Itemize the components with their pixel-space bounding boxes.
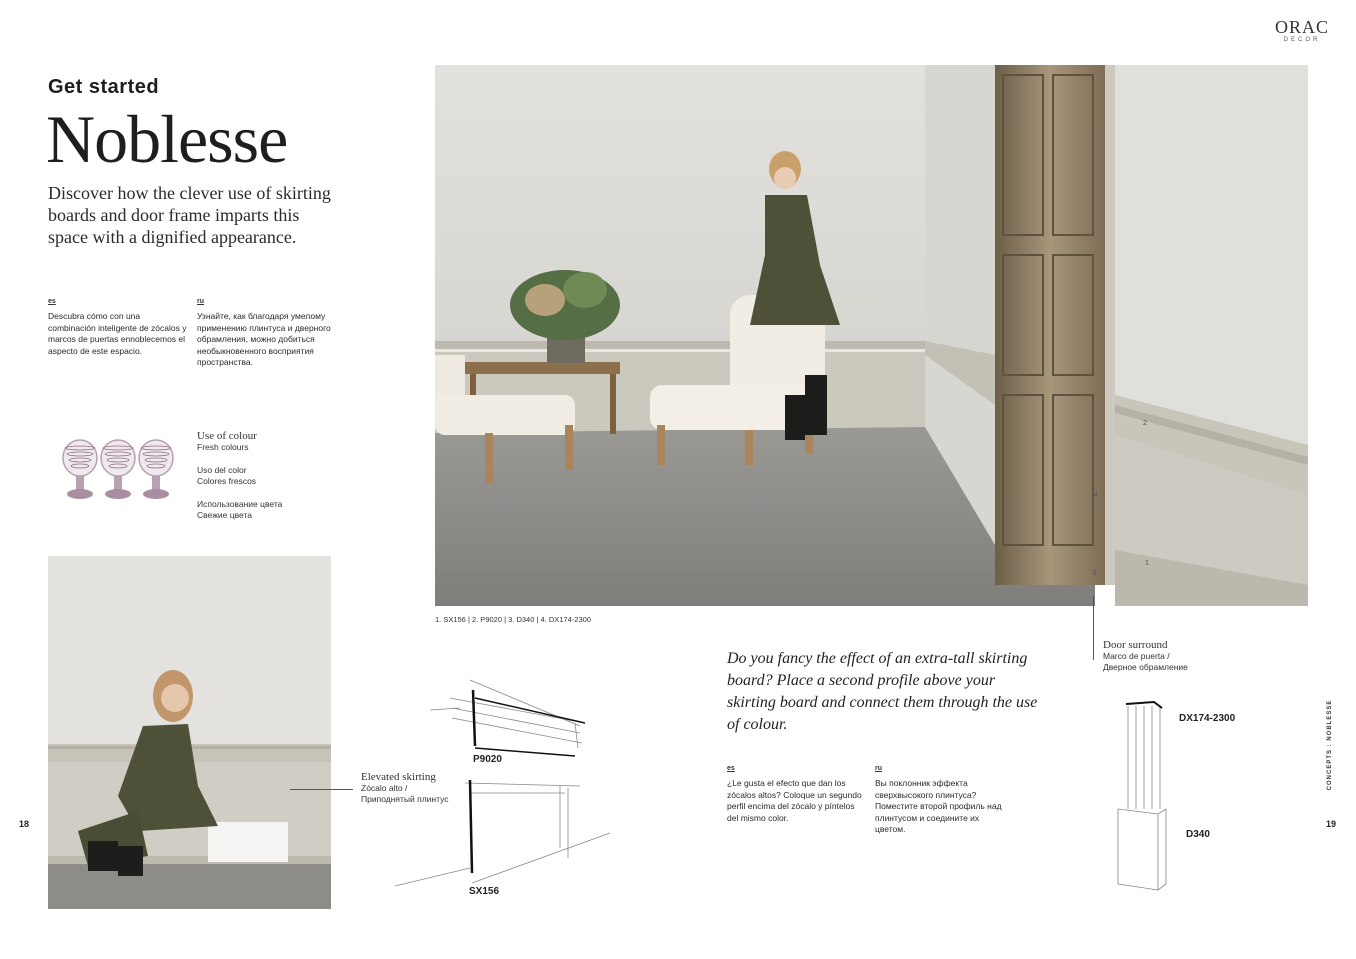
elevated-sub2: Приподнятый плинтус <box>361 794 449 804</box>
wine-glasses-illustration <box>60 438 180 504</box>
quote-es-text: ¿Le gusta el efecto que dan los zócalos altos? Coloque un segundo perfil encima del zócalo y píntelos del mismo color. <box>727 778 862 823</box>
translation-es <box>48 298 188 357</box>
door-frame-sketch-svg <box>1110 694 1190 894</box>
quote-translation-ru <box>875 765 1010 836</box>
lang-tag-es: es <box>48 298 56 305</box>
quote-lang-es: es <box>727 765 735 772</box>
door-frame-sketch <box>1110 694 1190 894</box>
door-leader-line <box>1093 596 1094 660</box>
page-title: Noblesse <box>46 101 288 177</box>
door-sub1: Marco de puerta / <box>1103 651 1170 661</box>
wine-glass <box>139 440 173 499</box>
small-photo-svg <box>48 556 331 909</box>
photo-marker-1: 1 <box>1145 560 1149 567</box>
product-dx174: DX174-2300 <box>1179 713 1236 724</box>
lang-tag-ru: ru <box>197 298 204 305</box>
door-surround-label <box>1103 639 1263 673</box>
photo-caption: 1. SX156 | 2. P9020 | 3. D340 | 4. DX174-2300 <box>435 615 591 624</box>
kicker-heading: Get started <box>48 76 160 98</box>
door-title: Door surround <box>1103 639 1168 651</box>
colour-block <box>197 430 347 521</box>
glasses-svg <box>60 438 180 504</box>
main-room-photo <box>435 65 1308 606</box>
colour-es-sub: Colores frescos <box>197 476 257 486</box>
translation-es-text: Descubra cómo con una combinación inteligente de zócalos y marcos de puertas ennoblecemos el aspecto de este espacio. <box>48 311 187 356</box>
quote-translation-es <box>727 765 867 824</box>
page-number-left: 18 <box>19 819 30 829</box>
translation-ru-text: Узнайте, как благодаря умелому применению плинтуса и дверного обрамления, можно добиться необыкновенного восприятия пространства. <box>197 311 331 367</box>
colour-ru-sub: Свежие цвета <box>197 510 252 520</box>
wine-glass <box>101 440 135 499</box>
elevated-sub1: Zócalo alto / <box>361 783 408 793</box>
colour-ru-title: Использование цвета <box>197 499 283 509</box>
colour-es-title: Uso del color <box>197 465 247 475</box>
quote-text: Do you fancy the effect of an extra-tall skirting board? Place a second profile above your skirting board and connect them through the use of colour. <box>727 650 1038 733</box>
side-concept-label: CONCEPTS : NOBLESSE <box>1327 699 1333 791</box>
skirting-photo <box>48 556 331 909</box>
elevated-title: Elevated skirting <box>361 771 436 783</box>
main-photo-svg <box>435 65 1308 606</box>
logo-main: ORAC <box>1274 17 1329 37</box>
product-p9020: P9020 <box>473 754 502 765</box>
photo-marker-2: 2 <box>1143 420 1147 427</box>
product-sx156: SX156 <box>469 886 500 897</box>
page-number-right: 19 <box>1326 819 1337 829</box>
translation-ru <box>197 298 337 369</box>
elevated-leader-line <box>290 789 353 790</box>
quote-ru-text: Вы поклонник эффекта сверхвысокого плинтуса? Поместите второй профиль над плинтусом и соедините их цветом. <box>875 778 1002 834</box>
profile-sketch <box>390 668 620 898</box>
photo-marker-4: 4 <box>1094 492 1098 499</box>
quote-lang-ru: ru <box>875 765 882 772</box>
door-sub2: Дверное обрамление <box>1103 662 1188 672</box>
colour-en-title: Use of colour <box>197 430 257 442</box>
orac-decor-logo <box>1272 18 1332 44</box>
profile-sketch-svg <box>390 668 620 898</box>
wine-glass <box>63 440 97 499</box>
product-d340: D340 <box>1186 829 1210 840</box>
intro-text: Discover how the clever use of skirting boards and door frame imparts this space with a dignified appearance. <box>48 183 331 247</box>
colour-en-sub: Fresh colours <box>197 442 249 452</box>
logo-sub: DECOR <box>1283 37 1321 43</box>
photo-marker-3: 3 <box>1092 570 1096 577</box>
